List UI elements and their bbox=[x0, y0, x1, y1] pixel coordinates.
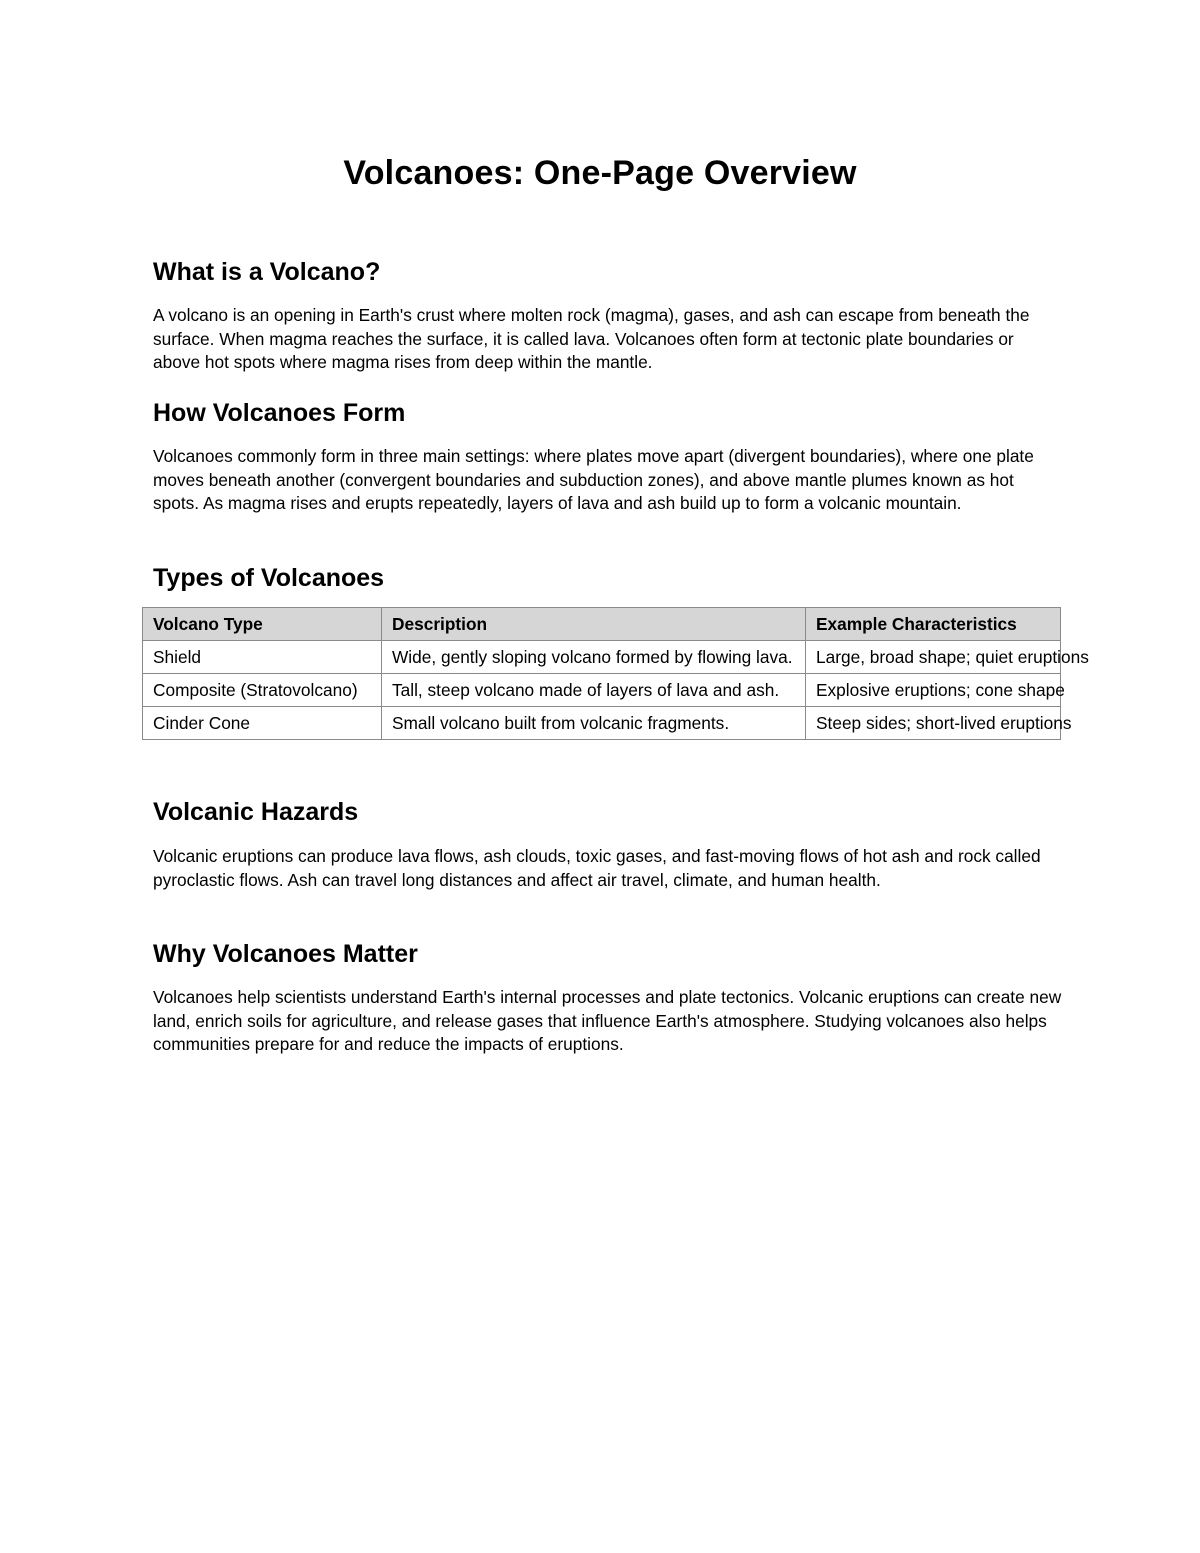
section-heading-volcanic-hazards: Volcanic Hazards bbox=[153, 798, 359, 826]
section-heading-why-volcanoes-matter: Why Volcanoes Matter bbox=[153, 940, 418, 968]
table-cell-type: Composite (Stratovolcano) bbox=[143, 674, 382, 707]
section-text-why-volcanoes-matter: Volcanoes help scientists understand Earth's internal processes and plate tectonics. Volcanic eruptions can create new land, enrich soils for agriculture, and release gases that influence Earth's atmosphere. Studying volcanoes also helps communities prepare for and reduce the impacts of eruptions. bbox=[153, 987, 1062, 1054]
section-heading-types-of-volcanoes: Types of Volcanoes bbox=[153, 564, 385, 592]
table-cell-characteristics: Steep sides; short-lived eruptions bbox=[806, 707, 1061, 740]
table-cell-type: Shield bbox=[143, 641, 382, 674]
column-header-example-characteristics: Example Characteristics bbox=[806, 608, 1061, 641]
table-cell-description: Small volcano built from volcanic fragments. bbox=[382, 707, 806, 740]
table-cell-characteristics: Large, broad shape; quiet eruptions bbox=[806, 641, 1061, 674]
table-row bbox=[143, 641, 1061, 674]
section-heading-how-volcanoes-form: How Volcanoes Form bbox=[153, 399, 406, 427]
table-cell-description: Tall, steep volcano made of layers of lava and ash. bbox=[382, 674, 806, 707]
column-header-volcano-type: Volcano Type bbox=[143, 608, 382, 641]
table-cell-characteristics: Explosive eruptions; cone shape bbox=[806, 674, 1061, 707]
table-cell-description: Wide, gently sloping volcano formed by flowing lava. bbox=[382, 641, 806, 674]
column-header-description: Description bbox=[382, 608, 806, 641]
volcano-types-table bbox=[142, 607, 1089, 740]
table-row bbox=[143, 674, 1061, 707]
table-cell-type: Cinder Cone bbox=[143, 707, 382, 740]
section-text-how-volcanoes-form: Volcanoes commonly form in three main settings: where plates move apart (divergent boundaries), where one plate moves beneath another (convergent boundaries and subduction zones), and above mantle plumes known as hot spots. As magma rises and erupts repeatedly, layers of lava and ash build up to form a volcanic mountain. bbox=[153, 446, 1034, 513]
section-text-volcanic-hazards: Volcanic eruptions can produce lava flows, ash clouds, toxic gases, and fast-moving flows of hot ash and rock called pyroclastic flows. Ash can travel long distances and affect air travel, climate, and human health. bbox=[153, 846, 1041, 890]
table-header-row bbox=[143, 608, 1061, 641]
section-heading-what-is-a-volcano: What is a Volcano? bbox=[153, 258, 381, 286]
table-row bbox=[143, 707, 1061, 740]
section-text-what-is-a-volcano: A volcano is an opening in Earth's crust where molten rock (magma), gases, and ash can escape from beneath the surface. When magma reaches the surface, it is called lava. Volcanoes often form at tectonic plate boundaries or above hot spots where magma rises from deep within the mantle. bbox=[153, 305, 1030, 372]
page-title: Volcanoes: One-Page Overview bbox=[343, 154, 857, 192]
